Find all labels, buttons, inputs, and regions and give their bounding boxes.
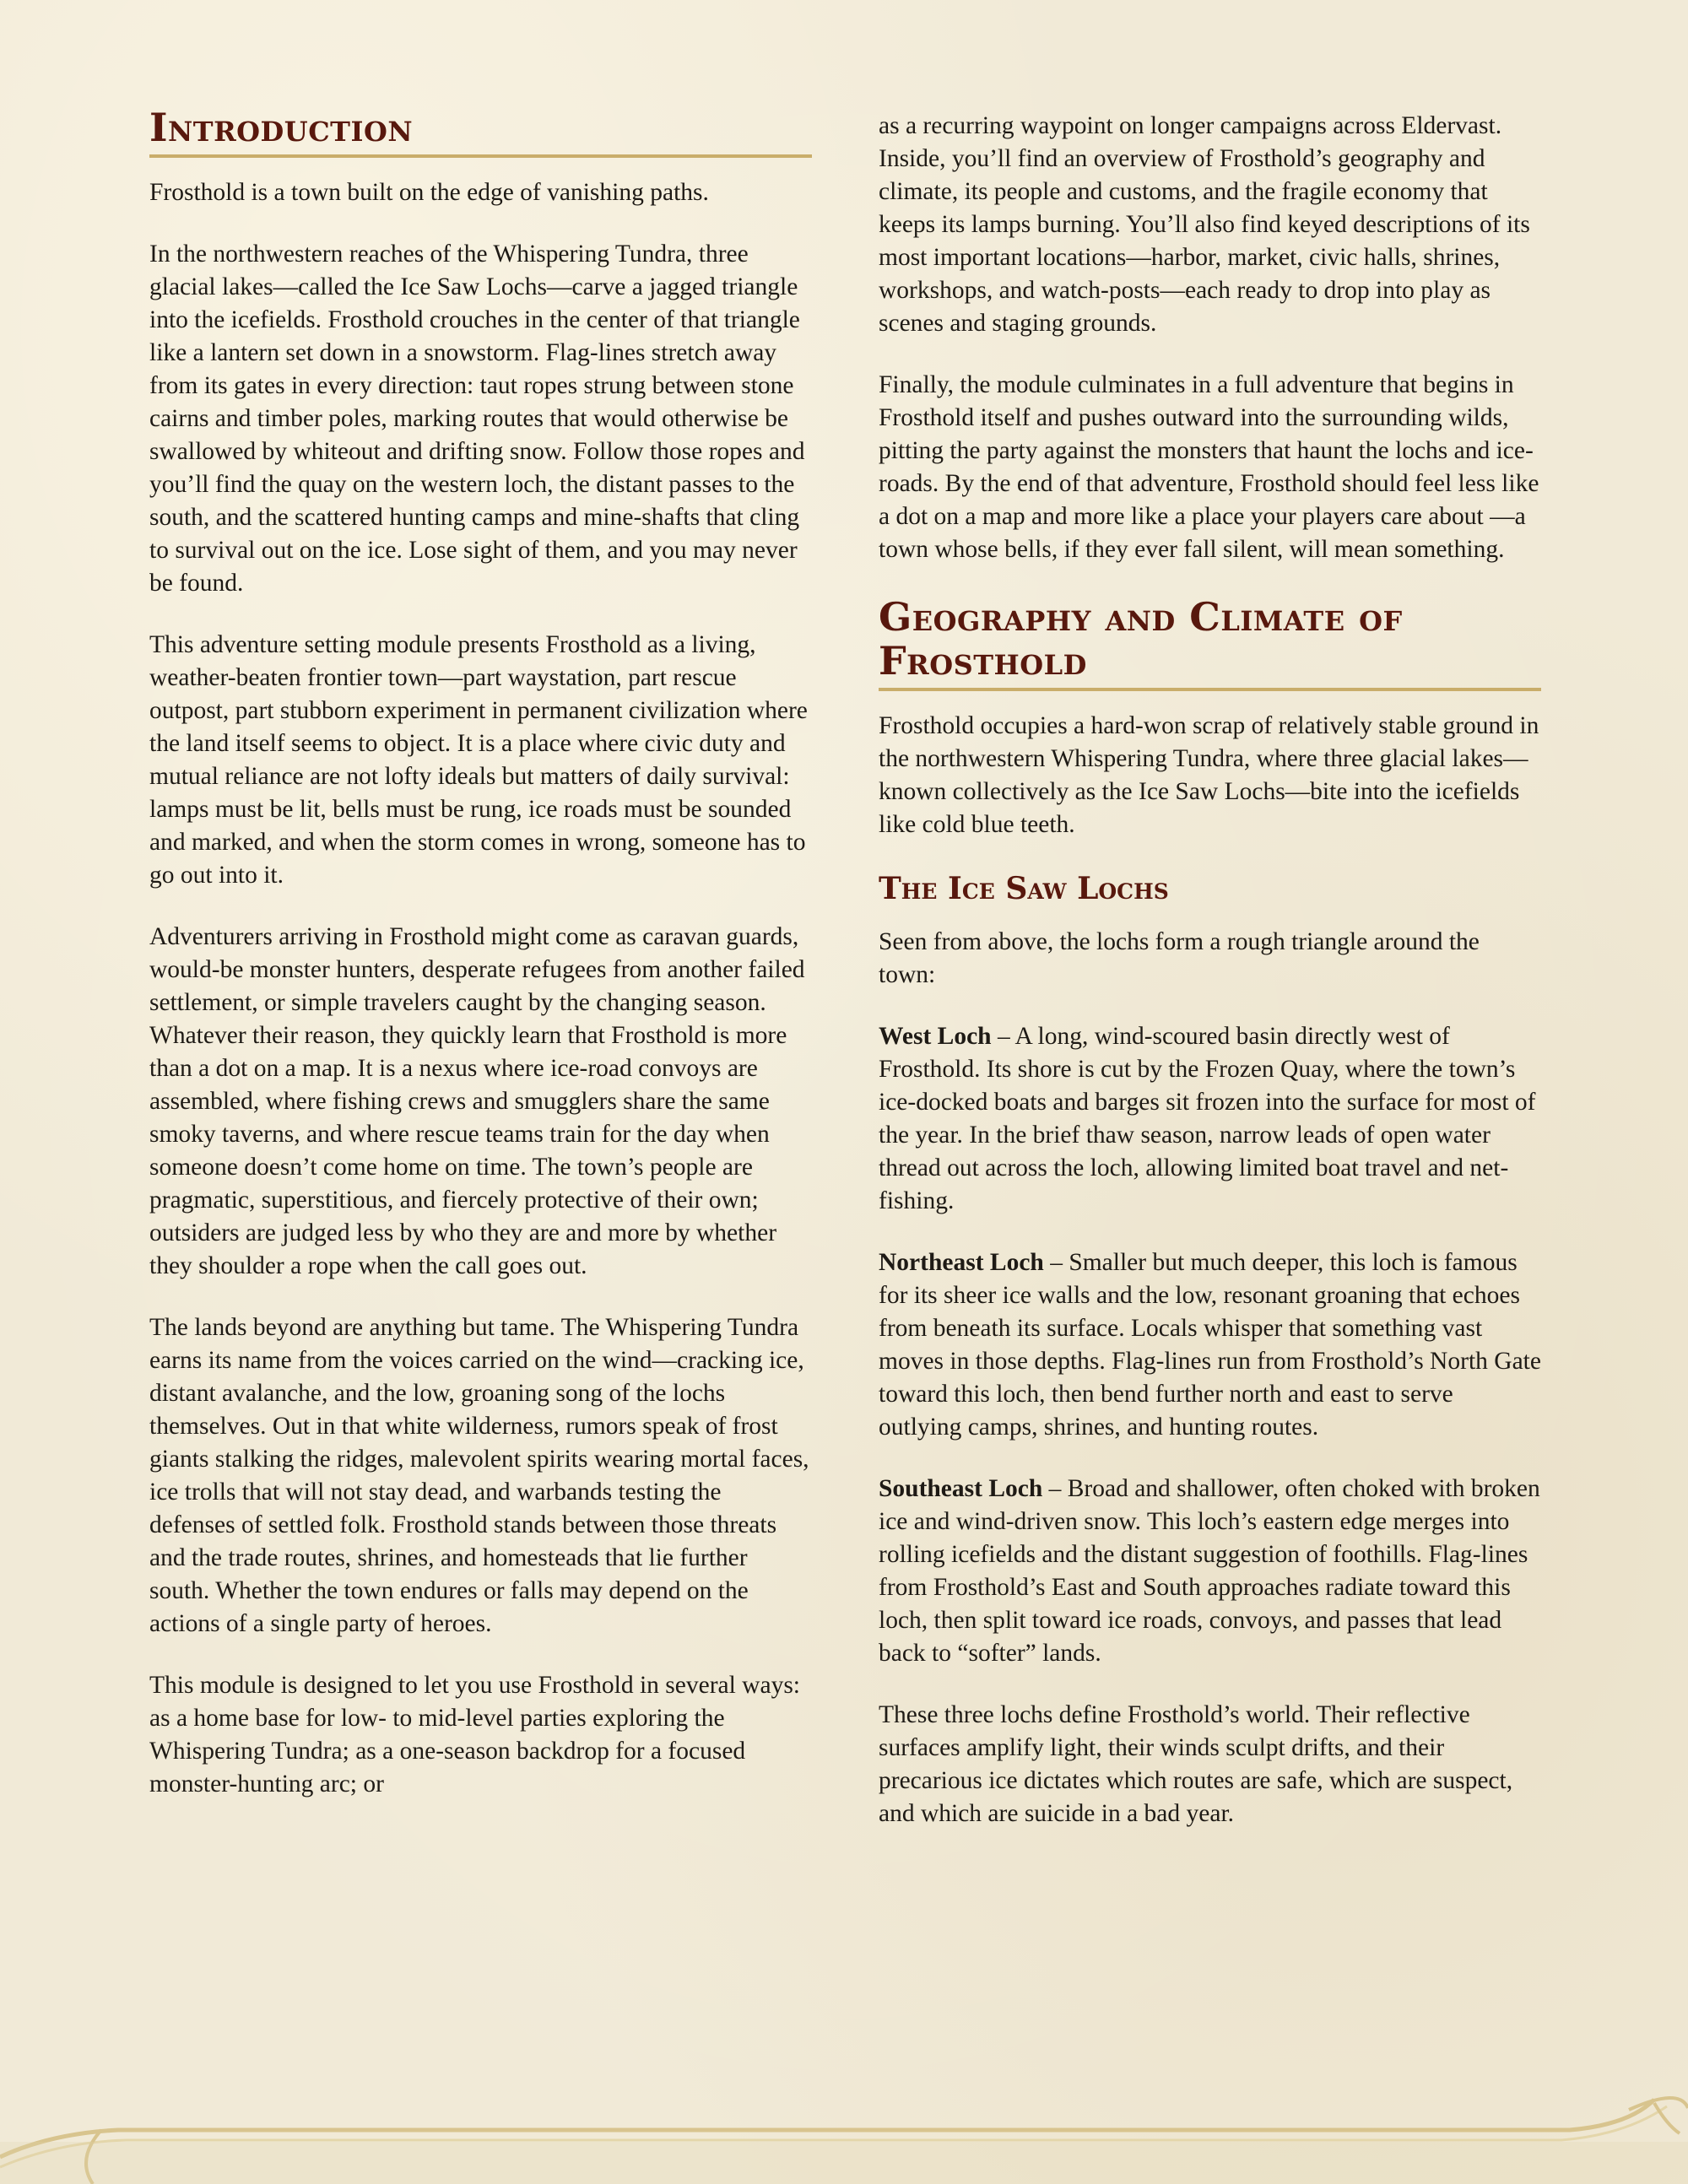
loch-name: West Loch [879,1023,992,1050]
paragraph: Frosthold is a town built on the edge of vanishing paths. [149,179,709,206]
ice-saw-lochs-heading: The Ice Saw Lochs [879,871,1169,906]
loch-entry [879,1473,1541,1670]
footer-band [0,2142,1688,2184]
footer-curl-right [1629,2098,1688,2133]
paragraph: These three lochs define Frosthold’s world. Their reflective surfaces amplify light, their winds sculpt drifts, and their precarious ice dictates which routes are safe, which are suspect, and which are suicide in a bad year. [879,1701,1513,1827]
paragraph: Adventurers arriving in Frosthold might come as caravan guards, would-be monster hunters, desperate refugees from another failed settlement, or simple travelers caught by the changing season. Whatever their reason, they quickly learn that Frosthold is more than a dot on a map. It is a nexus where ice-road convoys are assembled, where fishing crews and smugglers share the same smoky taverns, and where rescue teams train for the day when someone doesn’t come home on time. The town’s people are pragmatic, superstitious, and fiercely protective of their own; outsiders are judged less by who they are and more by whether they shoulder a rope when the call goes out. [149,923,805,1279]
footer-ornament [0,2091,1688,2184]
paragraph: Seen from above, the lochs form a rough triangle around the town: [879,928,1480,988]
paragraph: Finally, the module culminates in a full adventure that begins in Frosthold itself and pushes outward into the surrounding wilds, pitting the party against the monsters that haunt the lochs and ice-roads. By the end of that adventure, Frosthold should feel less like a dot on a map and more like a place your players care about —a town whose bells, if they ever fall silent, will mean something. [879,371,1539,563]
loch-name: Southeast Loch [879,1475,1043,1502]
paragraph: This module is designed to let you use Frosthold in several ways: as a home base for low- to mid-level parties exploring the Whispering Tundra; as a one-season backdrop for a focused monster-hunting arc; or [149,1672,801,1797]
paragraph: as a recurring waypoint on longer campaigns across Eldervast. Inside, you’ll find an overview of Frosthold’s geography and climate, its people and customs, and the fragile economy that keeps its lamps burning. You’ll also find keyed descriptions of its most important locations—harbor, market, civic halls, shrines, workshops, and watch-posts—each ready to drop into play as scenes and staging grounds. [879,112,1530,337]
loch-entry [879,1246,1541,1444]
paragraph: Frosthold occupies a hard-won scrap of relatively stable ground in the northwestern Whispering Tundra, where three glacial lakes—known collectively as the Ice Saw Lochs—bite into the icefields like cold blue teeth. [879,712,1539,838]
loch-description: – Broad and shallower, often choked with broken ice and wind-driven snow. This loch’s eastern edge merges into rolling icefields and the distant suggestion of foothills. Flag-lines from Frosthold’s East and South approaches radiate toward this loch, then split toward ice roads, convoys, and passes that lead back to “softer” lands. [879,1475,1540,1667]
paragraph: The lands beyond are anything but tame. The Whispering Tundra earns its name from the voices carried on the wind—cracking ice, distant avalanche, and the low, groaning song of the lochs themselves. Out in that white wilderness, rumors speak of frost giants stalking the ridges, malevolent spirits wearing mortal faces, ice trolls that will not stay dead, and warbands testing the defenses of settled folk. Frosthold stands between those threats and the trade routes, shrines, and homesteads that lie further south. Whether the town endures or falls may depend on the actions of a single party of heroes. [149,1314,809,1637]
loch-description: – Smaller but much deeper, this loch is famous for its sheer ice walls and the low, resonant groaning that echoes from beneath its surface. Locals whisper that something vast moves in those depths. Flag-lines run from Frosthold’s North Gate toward this loch, then bend further north and east to serve outlying camps, shrines, and hunting routes. [879,1249,1541,1441]
geography-heading: Geography and Climate of Frosthold [879,595,1541,691]
loch-description: – A long, wind-scoured basin directly west of Frosthold. Its shore is cut by the Frozen Quay, where the town’s ice-docked boats and barges sit frozen into the surface for most of the year. In the brief thaw season, narrow leads of open water thread out across the loch, allowing limited boat travel and net-fishing. [879,1023,1536,1214]
introduction-heading: Introduction [149,105,812,158]
loch-entry [879,1020,1541,1218]
left-column [149,105,812,1830]
paragraph: This adventure setting module presents Frosthold as a living, weather-beaten frontier town—part waystation, part rescue outpost, part stubborn experiment in permanent civilization where the land itself seems to object. It is a place where civic duty and mutual reliance are not lofty ideals but matters of daily survival: lamps must be lit, bells must be rung, ice roads must be sounded and marked, and when the storm comes in wrong, someone has to go out into it. [149,631,808,889]
right-column [879,110,1541,1859]
paragraph: In the northwestern reaches of the Whispering Tundra, three glacial lakes—called the Ice Saw Lochs—carve a jagged triangle into the icefields. Frosthold crouches in the center of that triangle like a lantern set down in a snowstorm. Flag-lines stretch away from its gates in every direction: taut ropes strung between stone cairns and timber poles, marking routes that would otherwise be swallowed by whiteout and drifting snow. Follow those ropes and you’ll find the quay on the western loch, the distant passes to the south, and the scattered hunting camps and mine-shafts that cling to survival out on the ice. Lose sight of them, and you may never be found. [149,241,805,597]
loch-name: Northeast Loch [879,1249,1044,1276]
